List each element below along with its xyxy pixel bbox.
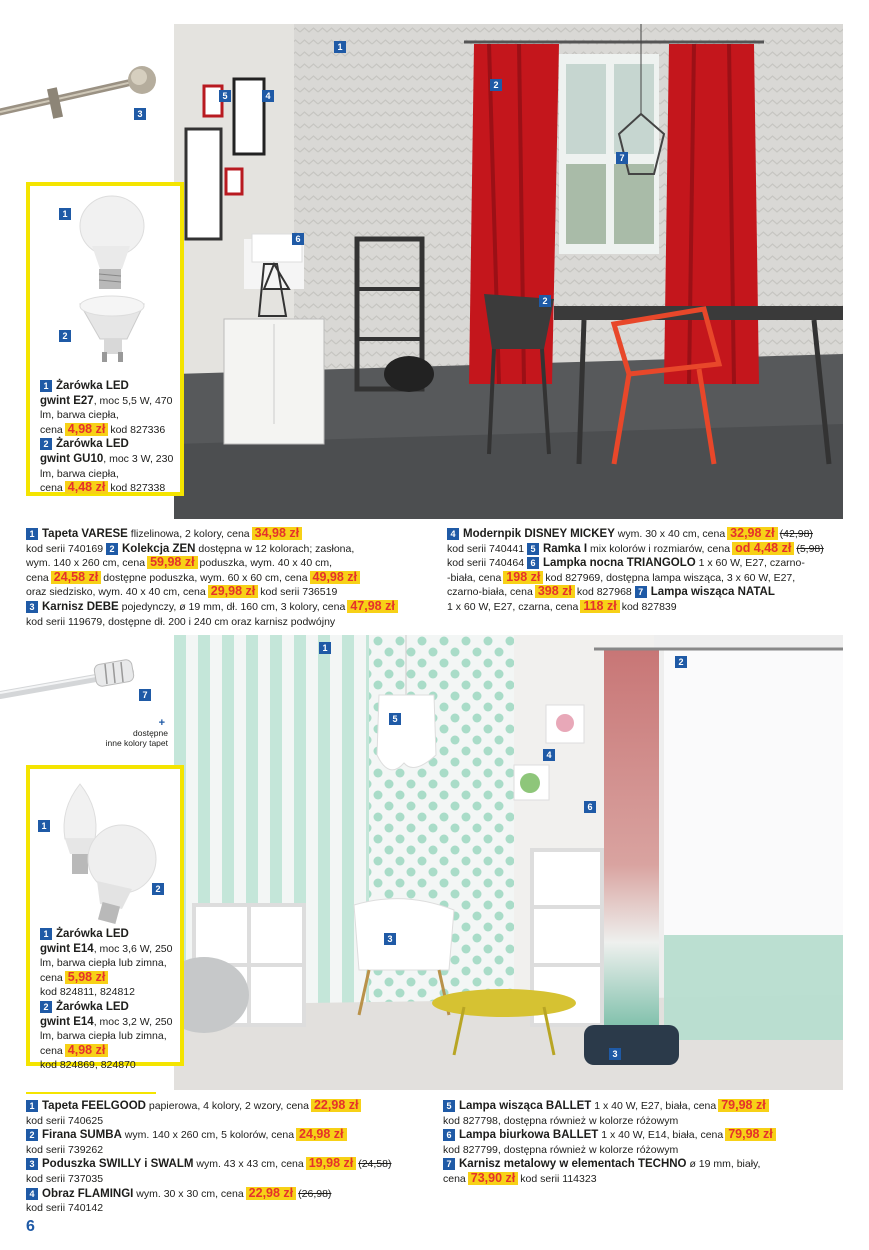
- spec-bold: gwint GU10: [40, 452, 104, 465]
- product-text: czarno-biała, cena: [447, 586, 533, 599]
- bulbs-box-bottom: [26, 765, 184, 1072]
- product-text: cena: [26, 571, 49, 584]
- bulb-badge-1: 1: [59, 208, 71, 220]
- product-text: wym. 140 x 260 cm, cena: [26, 557, 146, 570]
- product-name: Poduszka SWILLY i SWALM: [42, 1158, 194, 1171]
- product-list-bottom-left: [26, 1099, 436, 1216]
- product-name: Żarówka LED: [56, 438, 129, 451]
- photo-badge-7: 7: [139, 689, 151, 701]
- product-code: kod 827338: [110, 482, 166, 495]
- photo-badge-2: 2: [490, 79, 502, 91]
- product-code: kod 827336: [110, 423, 166, 436]
- item-number-badge: 3: [26, 1158, 38, 1170]
- bulb-badge-1: 1: [38, 820, 50, 832]
- product-name: Lampka nocna TRIANGOLO: [542, 557, 696, 570]
- item-number-badge: 4: [26, 1188, 38, 1200]
- room-photo-top: [174, 24, 843, 519]
- product-text: dostępna w 12 kolorach; zasłona,: [198, 542, 355, 555]
- bulbs-box-top: [26, 182, 184, 496]
- led-bulb-e27-image: [70, 191, 150, 296]
- product-name: Karnisz DEBE: [42, 600, 119, 613]
- product-text: poduszka, wym. 40 x 40 cm,: [199, 557, 333, 570]
- product-text: mix kolorów i rozmiarów, cena: [590, 542, 731, 555]
- item-number-badge: 1: [40, 380, 52, 392]
- item-number-badge: 6: [443, 1129, 455, 1141]
- photo-badge-1: 1: [319, 642, 331, 654]
- product-code: kod 824869, 824870: [40, 1059, 136, 1072]
- photo-badge-4: 4: [543, 749, 555, 761]
- price-tag: 118 zł: [580, 600, 619, 613]
- product-name: Kolekcja ZEN: [121, 542, 196, 555]
- product-text: -biała, cena: [447, 571, 502, 584]
- product-text: oraz siedzisko, wym. 40 x 40 cm, cena: [26, 586, 206, 599]
- price-tag: 19,98 zł: [306, 1157, 356, 1170]
- item-number-badge: 3: [26, 601, 38, 613]
- item-number-badge: 2: [26, 1129, 38, 1141]
- spec-text: , moc 3,6 W, 250 lm, barwa ciepła lub zimna,: [40, 942, 173, 970]
- product-list-top-left: [26, 527, 436, 629]
- photo-badge-2: 2: [675, 656, 687, 668]
- note-line: dostępne: [133, 728, 168, 738]
- product-code: kod 827968: [576, 586, 632, 599]
- product-text: pojedynczy, ø 19 mm, dł. 160 cm, 3 kolory, cena: [121, 600, 346, 613]
- product-name: Lampa wisząca BALLET: [459, 1100, 592, 1112]
- spec-text: , moc 3 W, 230 lm, barwa ciepła,: [40, 452, 174, 480]
- price-tag: 198 zł: [503, 571, 543, 584]
- price-tag: 24,98 zł: [296, 1128, 346, 1141]
- product-text: 1 x 40 W, E27, biała, cena: [594, 1100, 717, 1112]
- item-number-badge: 1: [40, 928, 52, 940]
- product-code: kod serii 119679, dostępne dł. 200 i 240 cm oraz karnisz podwójny: [26, 615, 336, 628]
- photo-badge-3: 3: [609, 1048, 621, 1060]
- price-tag: 4,98 zł: [65, 1044, 109, 1057]
- old-price: (5,98): [796, 542, 824, 555]
- price-tag: 29,98 zł: [208, 585, 258, 598]
- photo-badge-2: 2: [539, 295, 551, 307]
- photo-badge-7: 7: [616, 152, 628, 164]
- product-name: Ramka I: [542, 542, 588, 555]
- photo-badge-6: 6: [292, 233, 304, 245]
- product-code: kod serii 740464: [447, 557, 525, 570]
- product-code: kod serii 740142: [26, 1202, 104, 1215]
- product-code: kod serii 740169: [26, 542, 104, 555]
- product-name: Lampa wisząca NATAL: [650, 586, 775, 599]
- bulb-description: [40, 379, 180, 496]
- old-price: (26,98): [298, 1187, 332, 1200]
- price-tag: 49,98 zł: [310, 571, 360, 584]
- note-line: inne kolory tapet: [105, 738, 168, 748]
- price-prefix: cena: [40, 971, 63, 984]
- product-name: Modernpik DISNEY MICKEY: [463, 528, 615, 540]
- product-text: papierowa, 4 kolory, 2 wzory, cena: [148, 1100, 309, 1112]
- product-text: cena: [443, 1172, 466, 1185]
- plus-icon: +: [158, 717, 165, 729]
- bulb-badge-2: 2: [152, 883, 164, 895]
- product-text: wym. 30 x 30 cm, cena: [136, 1187, 244, 1200]
- old-price: (42,98): [779, 528, 813, 540]
- spec-bold: gwint E27: [40, 394, 94, 407]
- price-tag: 73,90 zł: [468, 1172, 518, 1185]
- product-name: Żarówka LED: [56, 380, 129, 392]
- product-code: kod serii 114323: [520, 1172, 597, 1185]
- price-tag: 34,98 zł: [252, 527, 302, 540]
- product-code: kod 824811, 824812: [40, 986, 135, 999]
- item-number-badge: 2: [106, 543, 118, 555]
- product-code: kod serii 737035: [26, 1172, 104, 1185]
- price-tag: 398 zł: [535, 585, 575, 598]
- bulb-badge-2: 2: [59, 330, 71, 342]
- price-prefix: cena: [40, 1044, 63, 1057]
- product-list-top-right: [447, 527, 857, 615]
- product-code: kod serii 740441: [447, 542, 525, 555]
- product-text: kod 827969, dostępna lampa wisząca, 3 x 60 W, E27,: [545, 571, 796, 584]
- led-bulb-e14-round-image: [72, 819, 162, 929]
- price-tag: 79,98 zł: [718, 1099, 768, 1112]
- product-code: kod 827839: [621, 600, 677, 613]
- photo-badge-3: 3: [134, 108, 146, 120]
- price-tag: 4,98 zł: [65, 423, 109, 436]
- product-name: Obraz FLAMINGI: [42, 1187, 134, 1200]
- product-text: 1 x 60 W, E27, czarna, cena: [447, 600, 579, 613]
- product-text: wym. 140 x 260 cm, 5 kolorów, cena: [124, 1129, 295, 1142]
- price-prefix: cena: [40, 482, 63, 495]
- product-text: 1 x 40 W, E14, biała, cena: [601, 1129, 724, 1142]
- photo-badge-3: 3: [384, 933, 396, 945]
- product-name: Tapeta FEELGOOD: [42, 1100, 146, 1112]
- product-name: Karnisz metalowy w elementach TECHNO: [459, 1158, 687, 1171]
- spec-bold: gwint E14: [40, 942, 94, 955]
- product-text: 1 x 60 W, E27, czarno-: [698, 557, 805, 570]
- price-tag: 79,98 zł: [725, 1128, 775, 1141]
- price-tag: 22,98 zł: [311, 1099, 361, 1112]
- spec-text: , moc 3,2 W, 250 lm, barwa ciepła lub zimna,: [40, 1015, 173, 1043]
- page-number: 6: [26, 1218, 35, 1235]
- product-name: Żarówka LED: [56, 1000, 129, 1013]
- item-number-badge: 2: [40, 438, 52, 450]
- product-name: Tapeta VARESE: [42, 528, 128, 540]
- product-text: wym. 43 x 43 cm, cena: [196, 1158, 304, 1171]
- spec-text: , moc 5,5 W, 470 lm, barwa ciepła,: [40, 394, 173, 422]
- product-text: flizelinowa, 2 kolory, cena: [130, 528, 250, 540]
- product-code: kod 827798, dostępna również w kolorze różowym: [443, 1114, 679, 1127]
- price-tag: od 4,48 zł: [732, 542, 794, 555]
- product-name: Firana SUMBA: [42, 1129, 122, 1142]
- price-prefix: cena: [40, 423, 63, 436]
- room-photo-bottom: [174, 635, 843, 1090]
- photo-badge-5: 5: [219, 90, 231, 102]
- photo-badge-5: 5: [389, 713, 401, 725]
- product-code: kod serii 739262: [26, 1143, 104, 1156]
- price-tag: 47,98 zł: [347, 600, 397, 613]
- product-text: wym. 30 x 40 cm, cena: [617, 528, 726, 540]
- product-name: Żarówka LED: [56, 928, 129, 940]
- price-tag: 32,98 zł: [727, 527, 777, 540]
- price-tag: 4,48 zł: [65, 481, 109, 494]
- product-list-bottom-right: [443, 1099, 858, 1187]
- photo-badge-4: 4: [262, 90, 274, 102]
- product-name: Lampa biurkowa BALLET: [459, 1129, 599, 1142]
- product-text: ø 19 mm, biały,: [689, 1158, 761, 1171]
- product-code: kod serii 740625: [26, 1114, 104, 1127]
- wallpaper-note: [88, 718, 168, 748]
- old-price: (24,58): [358, 1158, 392, 1171]
- item-number-badge: 1: [26, 1100, 38, 1112]
- yellow-divider: [26, 1092, 156, 1094]
- item-number-badge: 1: [26, 528, 38, 540]
- techno-curtain-rod-image: [0, 650, 140, 710]
- item-number-badge: 7: [635, 586, 647, 598]
- led-bulb-gu10-image: [72, 294, 152, 369]
- spec-bold: gwint E14: [40, 1015, 94, 1028]
- item-number-badge: 4: [447, 528, 459, 540]
- item-number-badge: 6: [527, 557, 539, 569]
- bulb-description: [40, 927, 180, 1073]
- product-text: dostępne poduszka, wym. 60 x 60 cm, cena: [103, 571, 308, 584]
- price-tag: 22,98 zł: [246, 1187, 296, 1200]
- item-number-badge: 5: [443, 1100, 455, 1112]
- photo-badge-6: 6: [584, 801, 596, 813]
- price-tag: 24,58 zł: [51, 571, 101, 584]
- price-tag: 59,98 zł: [147, 556, 197, 569]
- product-code: kod 827799, dostępna również w kolorze różowym: [443, 1143, 679, 1156]
- item-number-badge: 5: [527, 543, 539, 555]
- photo-badge-1: 1: [334, 41, 346, 53]
- product-code: kod serii 736519: [260, 586, 338, 599]
- item-number-badge: 7: [443, 1158, 455, 1170]
- price-tag: 5,98 zł: [65, 971, 109, 984]
- item-number-badge: 2: [40, 1001, 52, 1013]
